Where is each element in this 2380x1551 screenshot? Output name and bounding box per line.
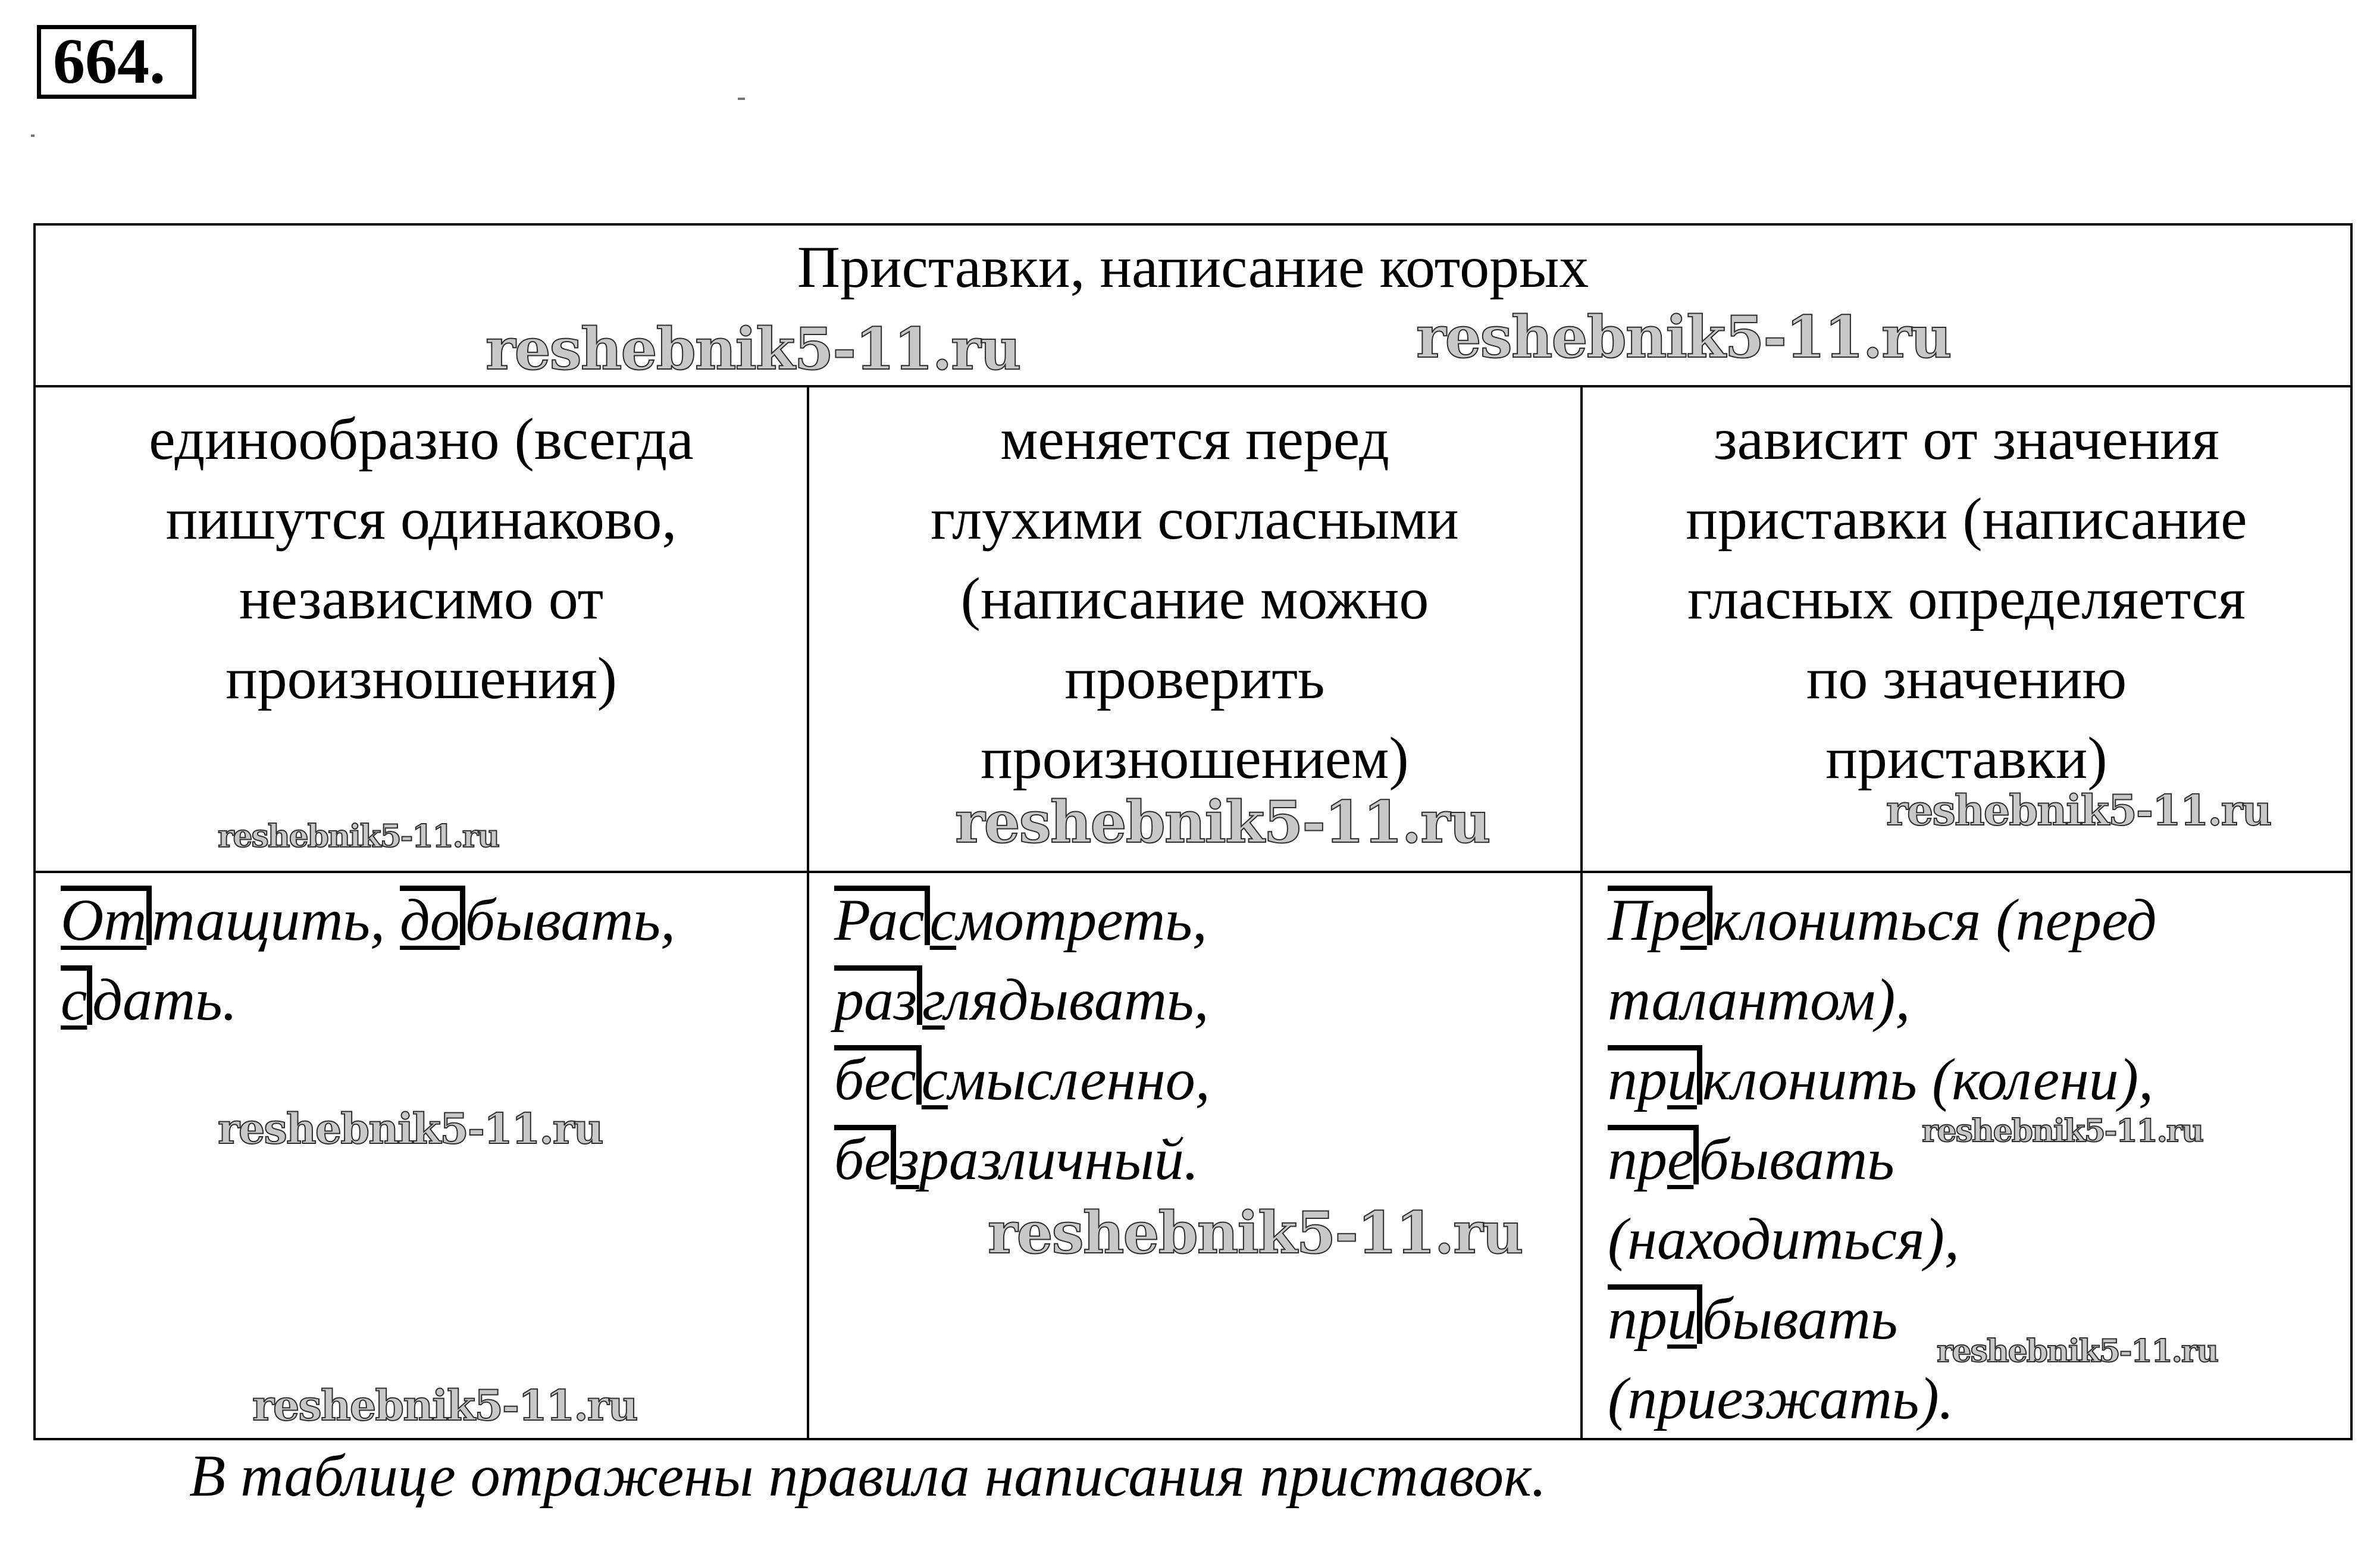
scan-speck xyxy=(31,135,35,137)
watermark: reshebnik5-11.ru xyxy=(955,789,1490,856)
prefix-mark: От xyxy=(61,886,152,945)
example-line: прибывать xyxy=(1608,1286,1898,1352)
prefix-mark: Пре xyxy=(1608,886,1712,945)
category-voiceless: меняется перед глухими согласными (написание можно проверить произношением) xyxy=(931,406,1459,791)
watermark: reshebnik5-11.ru xyxy=(252,1381,637,1430)
watermark: reshebnik5-11.ru xyxy=(1937,1333,2218,1369)
example-line: приклонить (колени), xyxy=(1608,1046,2154,1112)
prefix-mark: при xyxy=(1608,1284,1702,1344)
example-line: Рассмотреть, xyxy=(834,887,1207,953)
watermark: reshebnik5-11.ru xyxy=(1416,304,1951,371)
prefix-mark: бес xyxy=(834,1045,922,1105)
category-meaning: зависит от значения приставки (написание гласных определяется по значению приставки) xyxy=(1686,406,2247,791)
prefix-mark: пре xyxy=(1608,1125,1699,1184)
prefix-mark: бе xyxy=(834,1125,896,1184)
letter-mark: с xyxy=(929,887,957,953)
letter-mark: г xyxy=(922,967,945,1033)
example-line: (приезжать). xyxy=(1608,1365,1954,1431)
examples-cell-uniform xyxy=(35,872,808,1439)
letter-mark: з xyxy=(895,1126,919,1192)
watermark: reshebnik5-11.ru xyxy=(988,1199,1523,1267)
exercise-number: 664. xyxy=(37,25,196,99)
watermark: reshebnik5-11.ru xyxy=(1886,786,2271,835)
scan-speck xyxy=(738,98,745,100)
watermark: reshebnik5-11.ru xyxy=(486,315,1020,383)
example-line: сдать. xyxy=(61,967,237,1033)
example-line: безразличный. xyxy=(834,1126,1199,1192)
prefix-mark: до xyxy=(400,886,465,945)
category-cell-uniform xyxy=(35,386,808,872)
examples-uniform xyxy=(61,880,793,1040)
example-line: талантом), xyxy=(1608,967,1911,1033)
watermark: reshebnik5-11.ru xyxy=(1922,1113,2203,1149)
table-header: Приставки, написание которых xyxy=(797,234,1589,300)
example-line: бессмысленно, xyxy=(834,1046,1210,1112)
watermark: reshebnik5-11.ru xyxy=(218,818,499,855)
example-line: пребывать xyxy=(1608,1126,1894,1192)
example-line: разглядывать, xyxy=(834,967,1209,1033)
prefix-mark: с xyxy=(61,965,92,1025)
examples-voiceless xyxy=(834,880,1566,1199)
caption: В таблице отражены правила написания приставок. xyxy=(189,1443,1546,1509)
prefix-mark: при xyxy=(1608,1045,1702,1105)
table-header-cell xyxy=(35,224,2351,386)
letter-mark: с xyxy=(921,1046,948,1112)
category-uniform: единообразно (всегда пишутся одинаково, независимо от произношения) xyxy=(149,406,694,711)
example-line: Преклониться (перед xyxy=(1608,887,2157,953)
example-line: Оттащить, добывать, xyxy=(61,887,676,953)
prefix-mark: Рас xyxy=(834,886,930,945)
watermark: reshebnik5-11.ru xyxy=(218,1104,603,1153)
examples-cell-voiceless xyxy=(808,872,1582,1439)
prefix-mark: раз xyxy=(834,965,922,1025)
example-line: (находиться), xyxy=(1608,1206,1959,1272)
